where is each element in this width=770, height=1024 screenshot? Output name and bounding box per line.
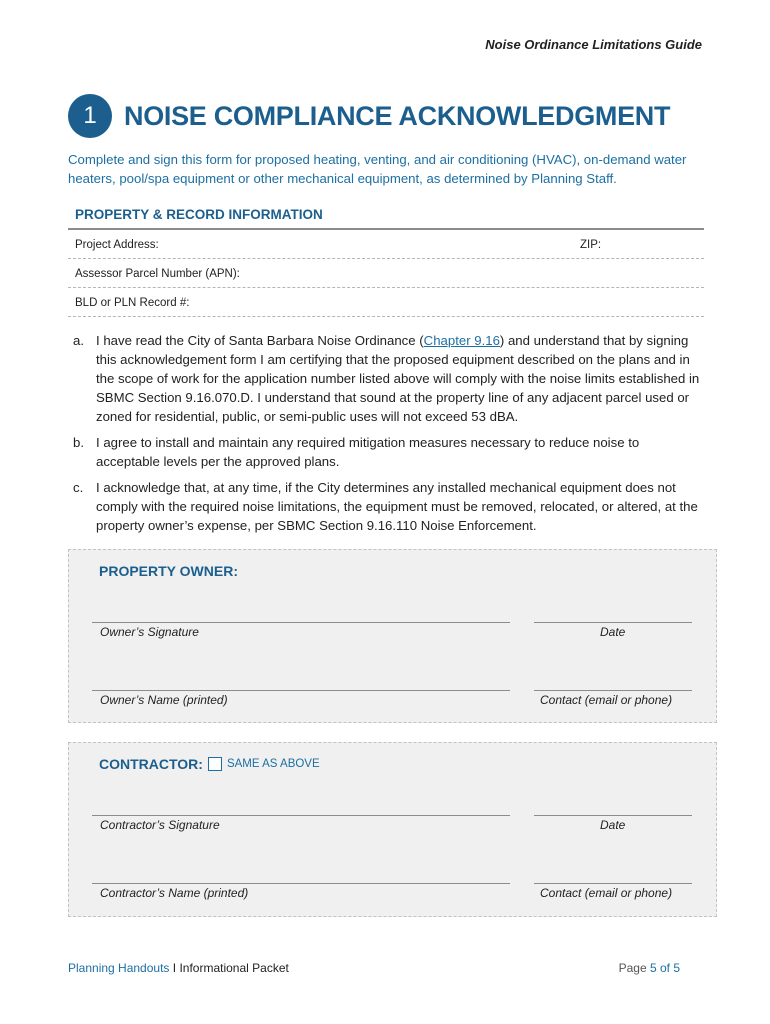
apn-row[interactable] bbox=[68, 259, 704, 288]
owner-contact-line[interactable] bbox=[534, 690, 692, 691]
document-header-title: Noise Ordinance Limitations Guide bbox=[485, 37, 702, 52]
section-heading bbox=[68, 94, 670, 138]
section-number-badge: 1 bbox=[68, 94, 112, 138]
item-letter: b. bbox=[73, 435, 84, 450]
chapter-9-16-link[interactable]: Chapter 9.16 bbox=[423, 333, 500, 348]
item-c-text: I acknowledge that, at any time, if the City determines any installed mechanical equipment does not comply with the required noise limitations, the equipment must be removed, relocated, or altered, at the property owner’s expense, per SBMC Section 9.16.110 Noise Enforcement. bbox=[96, 480, 698, 533]
contractor-name-label: Contractor’s Name (printed) bbox=[100, 886, 249, 900]
record-number-row[interactable] bbox=[68, 288, 704, 317]
owner-signature-line[interactable] bbox=[92, 622, 510, 623]
apn-label: Assessor Parcel Number (APN): bbox=[75, 268, 240, 280]
property-info-heading: PROPERTY & RECORD INFORMATION bbox=[75, 207, 323, 222]
owner-contact-label: Contact (email or phone) bbox=[540, 693, 673, 707]
contractor-date-line[interactable] bbox=[534, 815, 692, 816]
item-a-text-after: ) and understand that by signing this acknowledgement form I am certifying that the proposed equipment described on the plans and in the scope of work for the application number listed above will comply with the noise limits established in SBMC Section 9.16.070.D. I understand that sound at the property line of any adjacent parcel used or zoned for residential, public, or semi-public uses will not exceed 53 dBA. bbox=[96, 333, 700, 424]
item-letter: a. bbox=[73, 333, 84, 348]
page-number bbox=[619, 961, 680, 975]
contractor-date-label: Date bbox=[600, 818, 626, 832]
contractor-contact-line[interactable] bbox=[534, 883, 692, 884]
item-b-text: I agree to install and maintain any required mitigation measures necessary to reduce noise to acceptable levels per the approved plans. bbox=[96, 435, 640, 469]
acknowledgment-item-c bbox=[73, 478, 705, 535]
owner-date-line[interactable] bbox=[534, 622, 692, 623]
contractor-signature-line[interactable] bbox=[92, 815, 510, 816]
planning-handouts-link[interactable]: Planning Handouts bbox=[68, 961, 170, 975]
item-a-text-before: I have read the City of Santa Barbara Noise Ordinance ( bbox=[96, 333, 424, 348]
record-number-label: BLD or PLN Record #: bbox=[75, 297, 190, 309]
owner-name-line[interactable] bbox=[92, 690, 510, 691]
zip-label: ZIP: bbox=[580, 239, 602, 251]
property-owner-box bbox=[68, 549, 717, 723]
same-as-above-checkbox[interactable] bbox=[208, 757, 222, 771]
footer-separator: I bbox=[172, 961, 177, 975]
contractor-signature-label: Contractor’s Signature bbox=[100, 818, 220, 832]
property-info-table bbox=[68, 228, 704, 317]
project-address-label: Project Address: bbox=[75, 239, 159, 251]
contractor-heading-row bbox=[99, 756, 320, 772]
owner-signature-label: Owner’s Signature bbox=[100, 625, 199, 639]
acknowledgment-item-a bbox=[73, 331, 705, 426]
contractor-name-line[interactable] bbox=[92, 883, 510, 884]
project-address-row[interactable] bbox=[68, 230, 704, 259]
footer-left bbox=[68, 961, 289, 975]
acknowledgment-item-b bbox=[73, 433, 705, 471]
owner-name-label: Owner’s Name (printed) bbox=[100, 693, 228, 707]
same-as-above-label: SAME AS ABOVE bbox=[226, 758, 320, 770]
contractor-contact-label: Contact (email or phone) bbox=[540, 886, 673, 900]
intro-text: Complete and sign this form for proposed heating, venting, and air conditioning (HVAC), on-demand water heaters, pool/spa equipment or other mechanical equipment, as determined by Planning Staff. bbox=[68, 152, 687, 186]
contractor-heading: CONTRACTOR: bbox=[99, 756, 203, 772]
section-title: NOISE COMPLIANCE ACKNOWLEDGMENT bbox=[124, 100, 671, 131]
item-letter: c. bbox=[73, 480, 84, 495]
acknowledgment-list bbox=[73, 331, 705, 542]
property-owner-heading: PROPERTY OWNER: bbox=[99, 563, 238, 579]
owner-date-label: Date bbox=[600, 625, 626, 639]
footer-packet-text: Informational Packet bbox=[179, 961, 289, 975]
contractor-box bbox=[68, 742, 717, 917]
page-word: Page bbox=[618, 961, 647, 975]
page-count: 5 of 5 bbox=[649, 961, 680, 975]
